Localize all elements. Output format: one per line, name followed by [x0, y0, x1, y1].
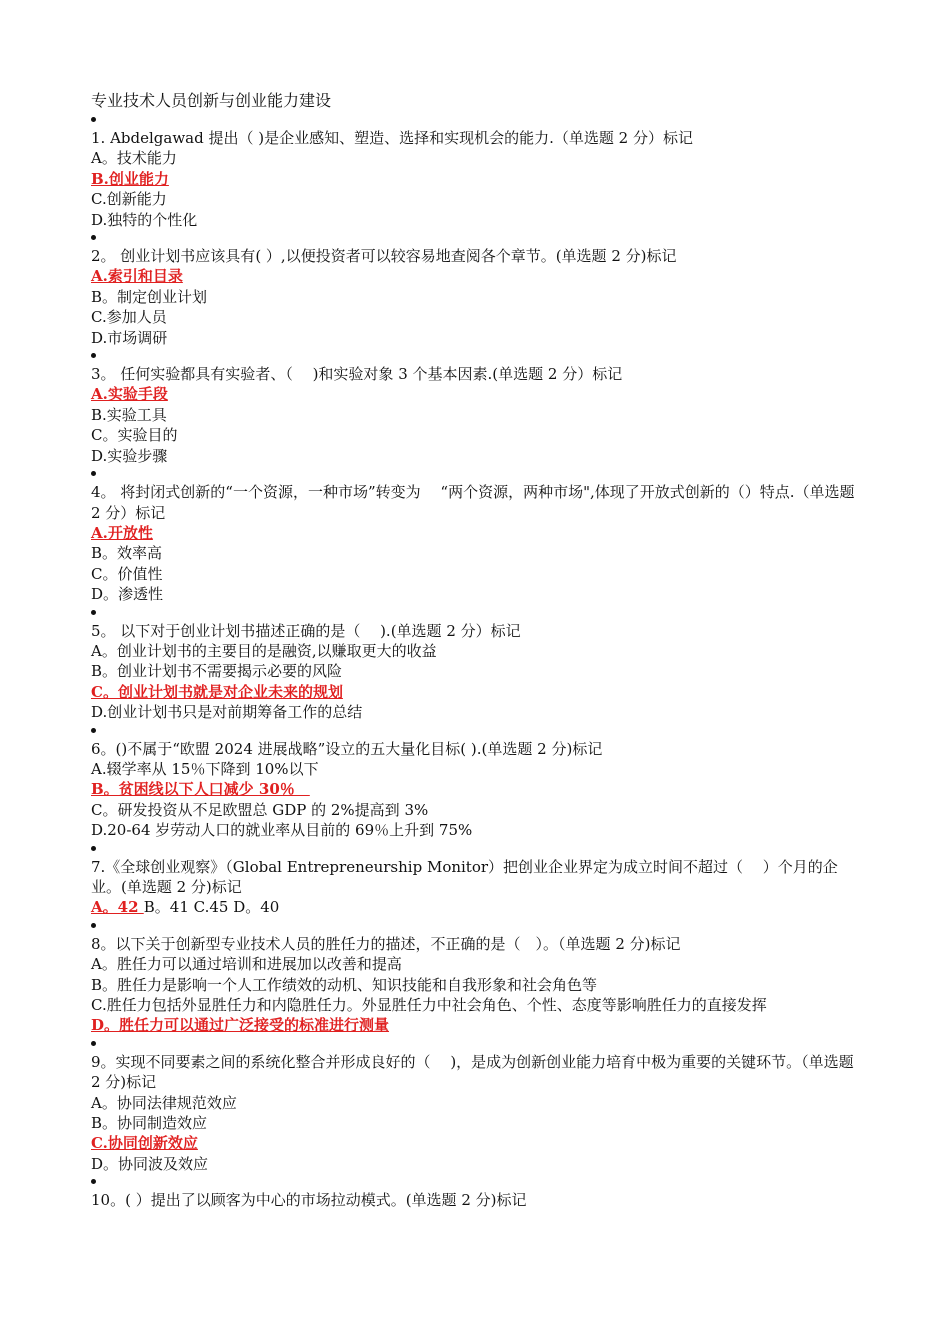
- correct-answer: C.协同创新效应: [91, 1134, 198, 1153]
- option: B。制定创业计划: [91, 287, 208, 306]
- document-title: 专业技术人员创新与创业能力建设: [91, 91, 332, 110]
- question-stem: 8。以下关于创新型专业技术人员的胜任力的描述，不正确的是（ ）。（单选题 2 分)标记: [91, 934, 681, 953]
- option: D.20-64 岁劳动人口的就业率从目前的 69％上升到 75%: [91, 821, 473, 840]
- other-options: B。41 C.45 D。40: [143, 898, 280, 917]
- correct-answer: A.实验手段: [91, 385, 168, 404]
- bullet: [91, 918, 861, 934]
- inline-options: [91, 897, 861, 917]
- option: D。协同波及效应: [91, 1154, 209, 1173]
- option: D。渗透性: [91, 585, 164, 604]
- question-stem: 2。 创业计划书应该具有( ）,以便投资者可以较容易地查阅各个章节。(单选题 2 分)标记: [91, 247, 677, 266]
- bullet: [91, 1036, 861, 1052]
- bullet: [91, 841, 861, 857]
- option: C。价值性: [91, 564, 163, 583]
- bullet: [91, 466, 861, 482]
- correct-answer: D。胜任力可以通过广泛接受的标准进行测量: [91, 1016, 390, 1035]
- document-page: [91, 90, 861, 1211]
- option: C.参加人员: [91, 308, 167, 327]
- bullet: [91, 1174, 861, 1190]
- question-stem: 9。实现不同要素之间的系统化整合并形成良好的（ )，是成为创新创业能力培育中极为重要的关键环节。（单选题 2 分)标记: [91, 1052, 854, 1092]
- question-stem: 7.《全球创业观察》（Global Entrepreneurship Monitor）把创业企业界定为成立时间不超过（ ）个月的企业。(单选题 2 分)标记: [91, 857, 838, 896]
- question-stem: 10。( ）提出了以顾客为中心的市场拉动模式。(单选题 2 分)标记: [91, 1191, 527, 1210]
- option: C。研发投资从不足欧盟总 GDP 的 2%提高到 3%: [91, 800, 429, 819]
- option: D.实验步骤: [91, 446, 168, 465]
- option: A.辍学率从 15％下降到 10%以下: [91, 759, 319, 778]
- option: D.创业计划书只是对前期筹备工作的总结: [91, 703, 363, 722]
- question-stem: 3。 任何实验都具有实验者、（ )和实验对象 3 个基本因素.(单选题 2 分）标记: [91, 365, 623, 384]
- option: D.市场调研: [91, 328, 168, 347]
- option: C.胜任力包括外显胜任力和内隐胜任力。外显胜任力中社会角色、个性、态度等影响胜任力的直接发挥: [91, 996, 767, 1015]
- question-stem: 6。()不属于“欧盟 2024 进展战略”设立的五大量化目标( ).(单选题 2 分)标记: [91, 739, 603, 758]
- option: A。技术能力: [91, 149, 177, 168]
- option: A。协同法律规范效应: [91, 1093, 237, 1112]
- bullet: [91, 348, 861, 364]
- question-stem: 5。 以下对于创业计划书描述正确的是（ ).(单选题 2 分）标记: [91, 621, 521, 640]
- bullet: [91, 723, 861, 739]
- correct-answer: C。创业计划书就是对企业未来的规划: [91, 682, 343, 701]
- option: C。实验目的: [91, 426, 178, 445]
- correct-answer: A.开放性: [91, 523, 153, 542]
- option: B。创业计划书不需要揭示必要的风险: [91, 662, 343, 681]
- option: A。胜任力可以通过培训和进展加以改善和提高: [91, 955, 402, 974]
- option: B。效率高: [91, 544, 163, 563]
- question-stem: 4。 将封闭式创新的“一个资源，一种市场”转变为 “两个资源，两种市场",体现了开放式创新的（）特点.（单选题 2 分）标记: [91, 483, 855, 522]
- option: B。协同制造效应: [91, 1114, 208, 1133]
- correct-answer: A.索引和目录: [91, 267, 183, 286]
- bullet: [91, 112, 861, 128]
- question-stem: 1. Abdelgawad 提出（ )是企业感知、塑造、选择和实现机会的能力.（单选题 2 分）标记: [91, 129, 693, 147]
- correct-answer: B.创业能力: [91, 169, 169, 188]
- correct-answer: A。42: [91, 898, 144, 917]
- bullet: [91, 605, 861, 621]
- option: A。创业计划书的主要目的是融资,以赚取更大的收益: [91, 641, 437, 660]
- option: B.实验工具: [91, 405, 167, 424]
- option: C.创新能力: [91, 190, 167, 209]
- option: D.独特的个性化: [91, 210, 198, 229]
- option: B。胜任力是影响一个人工作绩效的动机、知识技能和自我形象和社会角色等: [91, 975, 598, 994]
- correct-answer: B。贫困线以下人口减少 30％: [91, 780, 310, 799]
- bullet: [91, 230, 861, 246]
